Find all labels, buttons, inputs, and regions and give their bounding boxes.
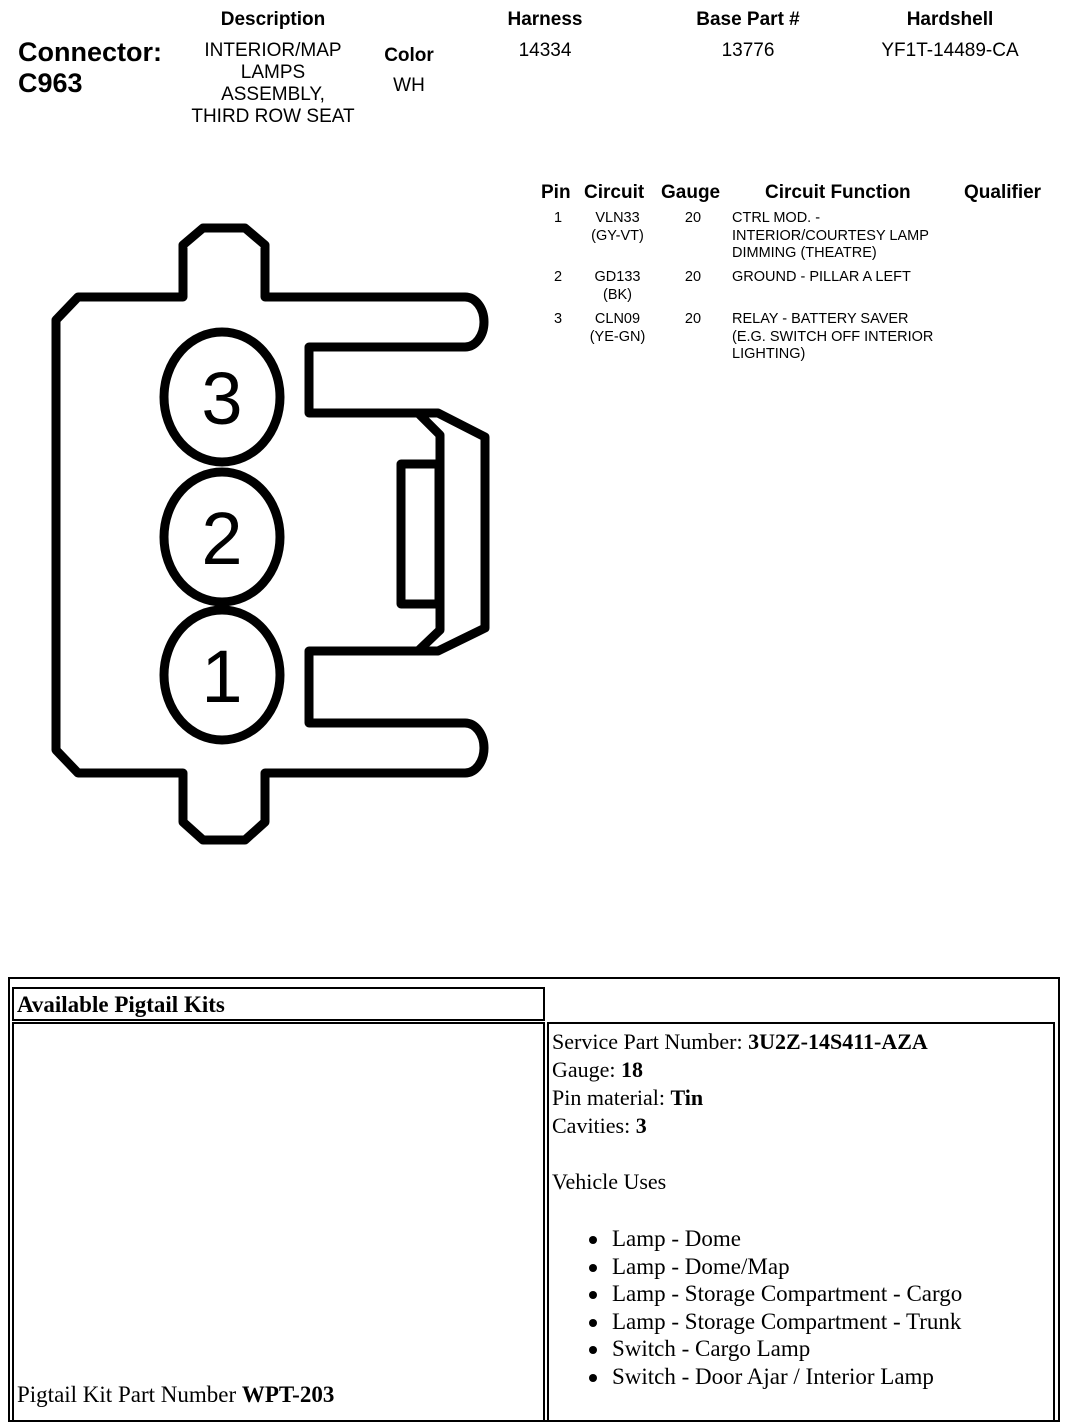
connector-diagram: [0, 0, 560, 870]
description-header: Description: [220, 9, 326, 30]
harness-value: 14334: [518, 40, 572, 61]
qualifier-column-header: Qualifier: [964, 182, 1042, 203]
pin-label-3: 3: [201, 357, 243, 440]
pin-row-1-gauge: 20: [684, 210, 702, 226]
list-item: Switch - Cargo Lamp: [552, 1335, 962, 1363]
connector-housing-outline: [56, 228, 485, 840]
pin-label-2: 2: [201, 497, 243, 580]
pin-column-header: Pin: [541, 182, 571, 203]
connector-id: C963: [18, 68, 83, 98]
pigtail-kit-cell: [12, 1022, 545, 1422]
kit-gauge: Gauge: 18: [552, 1057, 644, 1082]
pin-row-2-circuit: GD133 (BK): [594, 269, 641, 303]
pin-row-3-pin: 3: [553, 311, 563, 327]
kit-cavities: Cavities: 3: [552, 1113, 647, 1138]
color-value: WH: [393, 75, 425, 96]
pin-row-1-function: CTRL MOD. - INTERIOR/COURTESY LAMP DIMMING (THEATRE): [732, 210, 929, 261]
pin-row-3-gauge: 20: [684, 311, 702, 327]
gauge-column-header: Gauge: [661, 182, 721, 203]
pin-label-1: 1: [201, 635, 243, 718]
function-column-header: Circuit Function: [765, 182, 911, 203]
pin-row-2-gauge: 20: [684, 269, 702, 285]
vehicle-uses-list: [552, 1225, 962, 1390]
pin-row-3-circuit: CLN09 (YE-GN): [589, 311, 646, 345]
list-item: Lamp - Storage Compartment - Trunk: [552, 1308, 962, 1336]
list-item: Switch - Door Ajar / Interior Lamp: [552, 1363, 962, 1391]
base-part-value: 13776: [721, 40, 775, 61]
hardshell-header: Hardshell: [906, 9, 994, 30]
pin-row-3-function: RELAY - BATTERY SAVER (E.G. SWITCH OFF INTERIOR LIGHTING): [732, 311, 934, 362]
color-header: Color: [384, 45, 434, 66]
vehicle-uses-title: Vehicle Uses: [552, 1169, 667, 1194]
connector-label: Connector: C963: [18, 37, 162, 98]
list-item: Lamp - Storage Compartment - Cargo: [552, 1280, 962, 1308]
pin-row-1-pin: 1: [553, 210, 563, 226]
description-value: INTERIOR/MAP LAMPS ASSEMBLY, THIRD ROW SEAT: [191, 40, 355, 127]
pin-row-1-circuit: VLN33 (GY-VT): [591, 210, 644, 244]
list-item: Lamp - Dome: [552, 1225, 962, 1253]
hardshell-value: YF1T-14489-CA: [881, 40, 1019, 61]
kit-pin-material: Pin material: Tin: [552, 1085, 704, 1110]
harness-header: Harness: [507, 9, 583, 30]
pin-row-2-function: GROUND - PILLAR A LEFT: [732, 269, 911, 285]
pigtail-details-cell: [547, 1022, 1055, 1422]
pin-row-2-pin: 2: [553, 269, 563, 285]
pigtail-kit-part-number: Pigtail Kit Part Number WPT-203: [17, 1382, 335, 1407]
list-item: Lamp - Dome/Map: [552, 1253, 962, 1281]
service-part-number: Service Part Number: 3U2Z-14S411-AZA: [552, 1029, 928, 1054]
base-part-header: Base Part #: [696, 9, 800, 30]
pigtail-title-cell: [12, 987, 545, 1021]
circuit-column-header: Circuit: [584, 182, 645, 203]
connector-latch-window: [401, 464, 439, 604]
pigtail-title: Available Pigtail Kits: [17, 992, 225, 1017]
